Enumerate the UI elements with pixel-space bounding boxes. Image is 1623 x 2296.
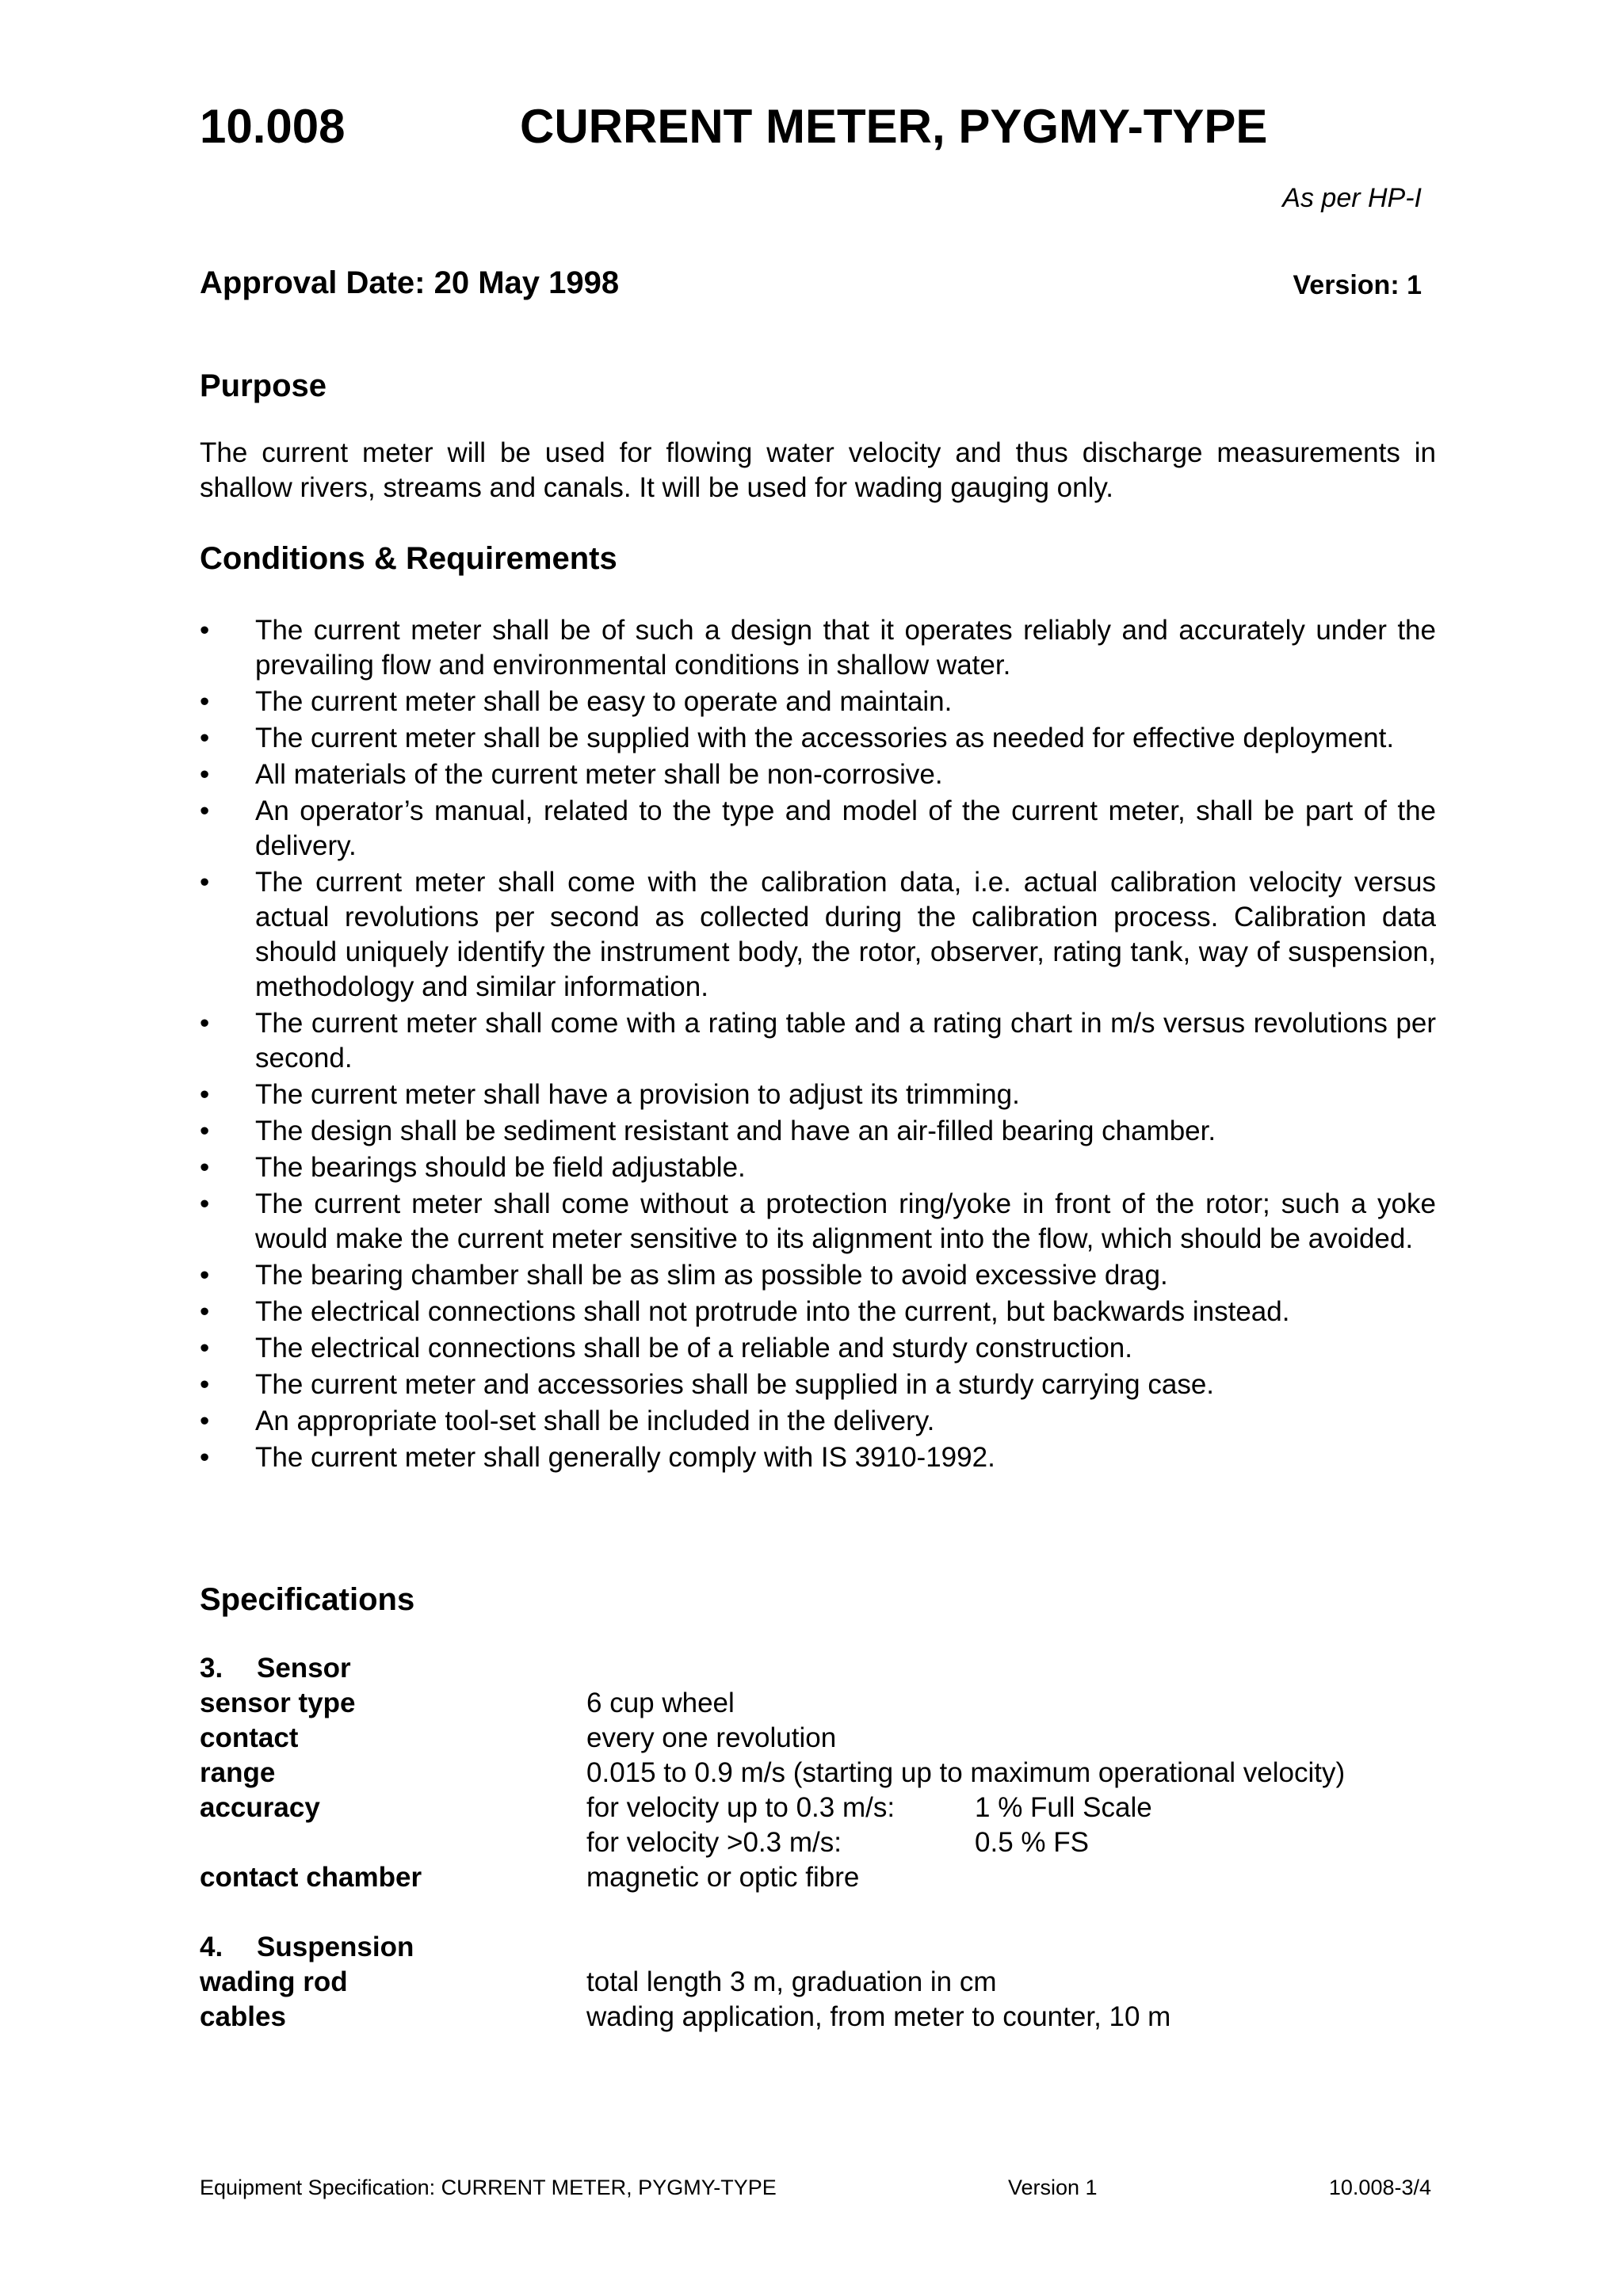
bullet-icon: •: [200, 1333, 210, 1363]
list-item: [200, 1187, 1436, 1257]
list-item: [200, 1006, 1436, 1076]
spec-label: contact chamber: [200, 1862, 422, 1893]
spec-value: wading application, from meter to counter, 10 m: [586, 2001, 1171, 2032]
document-number: 10.008: [200, 100, 346, 153]
list-item-text: The current meter shall generally comply with IS 3910-1992.: [255, 1442, 995, 1473]
list-item: [200, 1331, 1436, 1366]
bullet-icon: •: [200, 1008, 210, 1039]
bullet-icon: •: [200, 795, 210, 826]
list-item: [200, 1077, 1436, 1112]
approval-date: Approval Date: 20 May 1998: [200, 265, 620, 300]
spec-row: [200, 1965, 1468, 2000]
spec-row: [200, 1756, 1468, 1791]
specifications-heading: Specifications: [200, 1582, 415, 1617]
bullet-icon: •: [200, 1260, 210, 1291]
list-item-text: The current meter shall come with a rating table and a rating chart in m/s versus revolutions per second.: [255, 1008, 1436, 1074]
list-item: [200, 1295, 1436, 1329]
spec-label: range: [200, 1757, 276, 1788]
list-item-text: The current meter shall be supplied with the accessories as needed for effective deployment.: [255, 723, 1395, 753]
footer-page-number: 10.008-3/4: [1328, 2176, 1431, 2199]
list-item-text: The current meter and accessories shall be supplied in a sturdy carrying case.: [255, 1369, 1215, 1400]
spec-row: [200, 1791, 1468, 1825]
spec-value: for velocity up to 0.3 m/s:: [586, 1792, 896, 1823]
bullet-icon: •: [200, 759, 210, 790]
spec-row: [200, 1721, 1468, 1756]
spec-label: sensor type: [200, 1688, 356, 1718]
purpose-text: The current meter will be used for flowing water velocity and thus discharge measurements in shallow rivers, streams and canals. It will be used for wading gauging only.: [200, 437, 1436, 503]
list-item-text: An operator’s manual, related to the type and model of the current meter, shall be part of the delivery.: [255, 795, 1436, 861]
list-item-text: The current meter shall come with the calibration data, i.e. actual calibration velocity versus actual revolutions per second as collected during the calibration process. Calibration data should uniquely identify the instrument body, the rotor, observer, rating tank, way of suspension, methodology and similar information.: [255, 867, 1436, 1002]
bullet-icon: •: [200, 1405, 210, 1436]
bullet-icon: •: [200, 867, 210, 898]
footer-version: Version 1: [1008, 2176, 1098, 2199]
list-item-text: The electrical connections shall be of a reliable and sturdy construction.: [255, 1333, 1132, 1363]
suspension-section-title: [200, 1930, 1468, 1965]
list-item-text: All materials of the current meter shall be non-corrosive.: [255, 759, 943, 790]
spec-label: accuracy: [200, 1792, 320, 1823]
list-item-text: The design shall be sediment resistant and have an air-filled bearing chamber.: [255, 1116, 1216, 1146]
spec-row: [200, 1825, 1468, 1860]
list-item: [200, 794, 1436, 864]
list-item-text: An appropriate tool-set shall be included in the delivery.: [255, 1405, 935, 1436]
footer-document-name: Equipment Specification: CURRENT METER, PYGMY-TYPE: [200, 2176, 777, 2199]
version-label: Version: 1: [1293, 270, 1422, 300]
bullet-icon: •: [200, 1079, 210, 1110]
list-item: [200, 1114, 1436, 1149]
spec-value: 6 cup wheel: [586, 1688, 735, 1718]
bullet-icon: •: [200, 615, 210, 646]
bullet-icon: •: [200, 686, 210, 717]
list-item: [200, 1150, 1436, 1185]
list-item-text: The current meter shall come without a protection ring/yoke in front of the rotor; such a yoke would make the current meter sensitive to its alignment into the flow, which should be avoided.: [255, 1188, 1436, 1254]
list-item-text: The current meter shall have a provision to adjust its trimming.: [255, 1079, 1020, 1110]
list-item: [200, 757, 1436, 792]
bullet-icon: •: [200, 723, 210, 753]
bullet-icon: •: [200, 1116, 210, 1146]
section-number: 4.: [200, 1932, 223, 1962]
spec-value: total length 3 m, graduation in cm: [586, 1966, 997, 1997]
section-title: Suspension: [257, 1932, 414, 1962]
list-item: [200, 685, 1436, 719]
spec-value-secondary: 1 % Full Scale: [975, 1792, 1152, 1823]
document-title: CURRENT METER, PYGMY-TYPE: [520, 100, 1268, 153]
spec-row: [200, 1686, 1468, 1721]
list-item-text: The current meter shall be of such a design that it operates reliably and accurately under the prevailing flow and environmental conditions in shallow water.: [255, 615, 1436, 681]
section-number: 3.: [200, 1653, 223, 1684]
list-item: [200, 1258, 1436, 1293]
bullet-icon: •: [200, 1369, 210, 1400]
spec-value-secondary: 0.5 % FS: [975, 1827, 1089, 1858]
bullet-icon: •: [200, 1296, 210, 1327]
spec-value: for velocity >0.3 m/s:: [586, 1827, 842, 1858]
list-item-text: The current meter shall be easy to operate and maintain.: [255, 686, 953, 717]
spec-value: magnetic or optic fibre: [586, 1862, 860, 1893]
spec-label: wading rod: [200, 1966, 348, 1997]
spec-row: [200, 2000, 1468, 2035]
list-item: [200, 721, 1436, 756]
conditions-heading: Conditions & Requirements: [200, 541, 617, 576]
list-item-text: The bearing chamber shall be as slim as possible to avoid excessive drag.: [255, 1260, 1168, 1291]
sensor-spec-table: [200, 1651, 1468, 1895]
list-item-text: The bearings should be field adjustable.: [255, 1152, 746, 1183]
list-item: [200, 1440, 1436, 1475]
sensor-section-title: [200, 1651, 1468, 1686]
spec-value: every one revolution: [586, 1722, 837, 1753]
list-item-text: The electrical connections shall not protrude into the current, but backwards instead.: [255, 1296, 1290, 1327]
spec-label: contact: [200, 1722, 299, 1753]
spec-row: [200, 1860, 1468, 1895]
bullet-icon: •: [200, 1152, 210, 1183]
spec-value: 0.015 to 0.9 m/s (starting up to maximum operational velocity): [586, 1757, 1346, 1788]
purpose-heading: Purpose: [200, 368, 327, 403]
section-title: Sensor: [257, 1653, 351, 1684]
as-per-note: As per HP-I: [1282, 183, 1422, 213]
list-item: [200, 613, 1436, 683]
spec-label: cables: [200, 2001, 286, 2032]
bullet-icon: •: [200, 1442, 210, 1473]
bullet-icon: •: [200, 1188, 210, 1219]
conditions-list: [200, 613, 1436, 1477]
list-item: [200, 1367, 1436, 1402]
list-item: [200, 865, 1436, 1005]
list-item: [200, 1404, 1436, 1439]
suspension-spec-table: [200, 1930, 1468, 2035]
